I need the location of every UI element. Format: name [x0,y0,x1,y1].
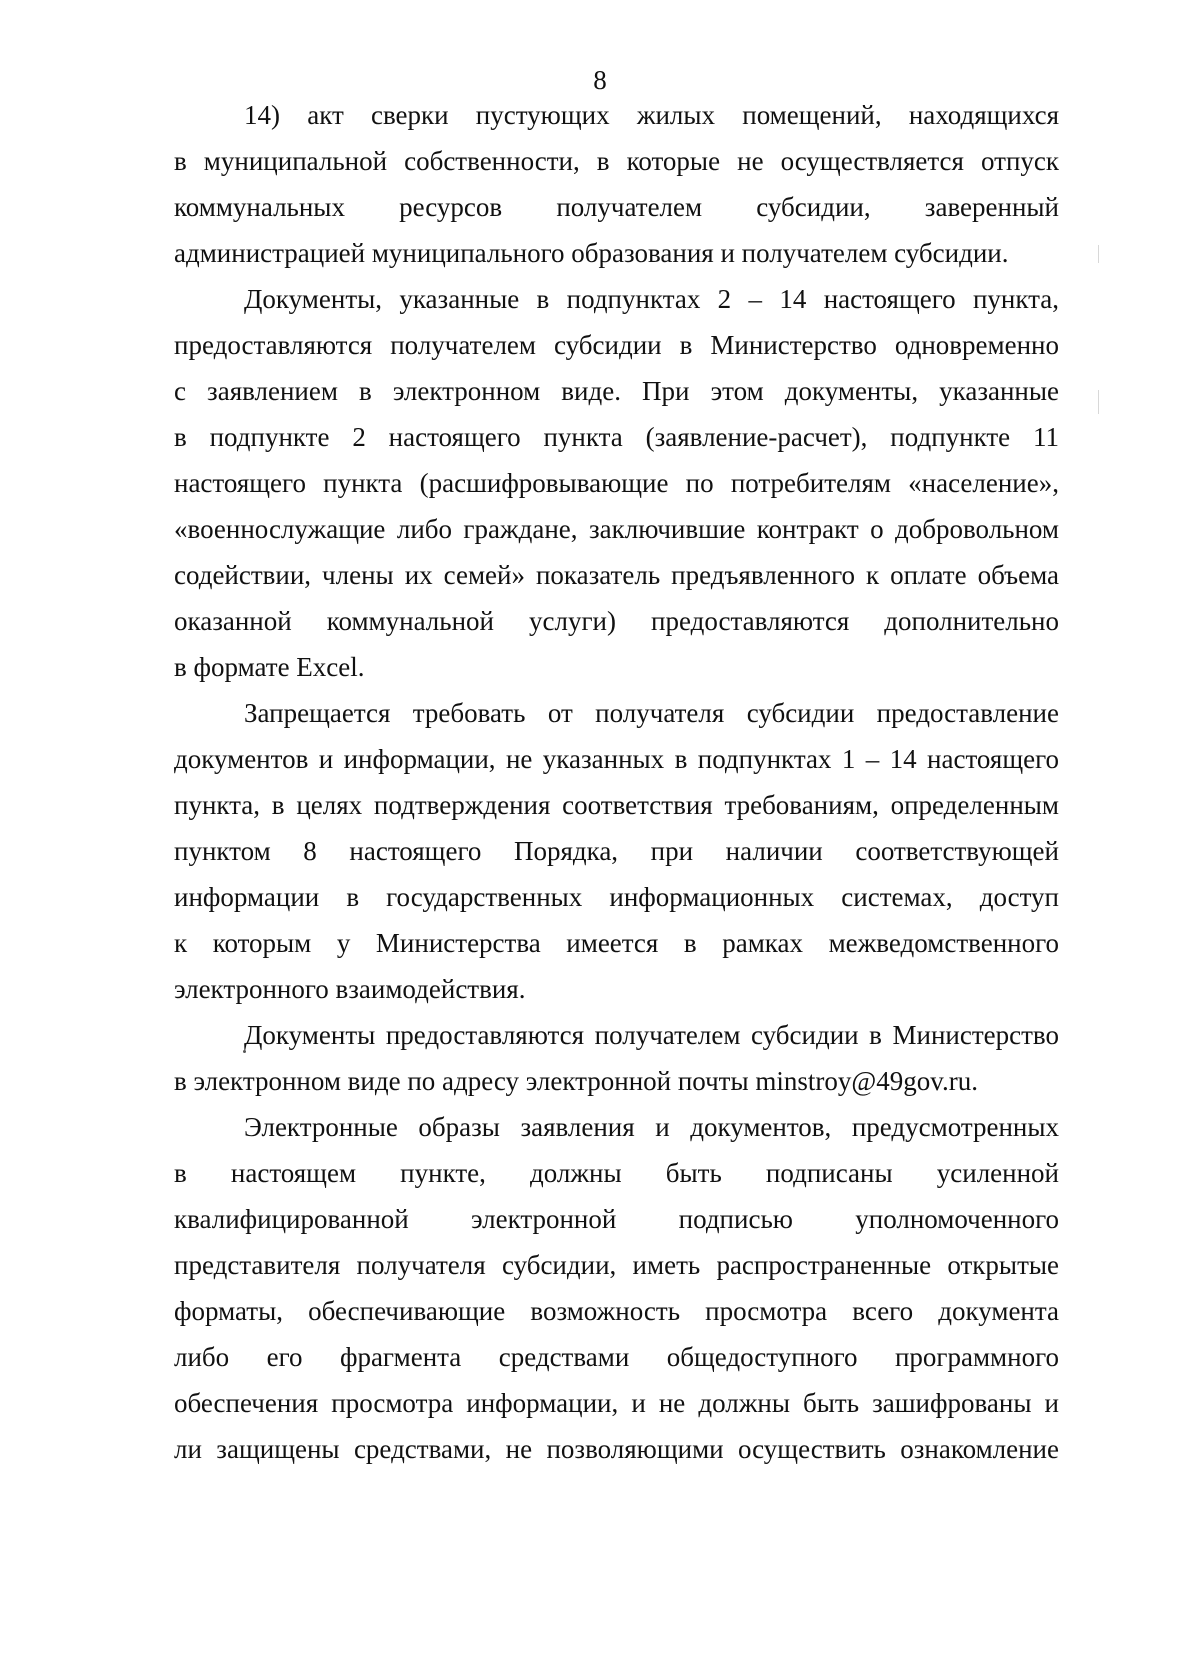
text-line: содействии, члены их семей» показатель предъявленного к оплате объема [174,560,1059,590]
text-line: пункта, в целях подтверждения соответствия требованиям, определенным [174,790,1059,820]
text-line: в формате Excel. [174,652,365,682]
text-line: Запрещается требовать от получателя субсидии предоставление [244,698,1059,728]
text-line: коммунальных ресурсов получателем субсидии, заверенный [174,192,1059,222]
text-line: оказанной коммунальной услуги) предоставляются дополнительно [174,606,1059,636]
text-line: в настоящем пункте, должны быть подписаны усиленной [174,1158,1059,1188]
text-line: администрацией муниципального образования и получателем субсидии. [174,238,1009,268]
text-line: в электронном виде по адресу электронной почты minstroy@49gov.ru. [174,1066,978,1096]
scan-edge-mark [1098,245,1099,263]
text-line: Электронные образы заявления и документов, предусмотренных [244,1112,1059,1142]
text-line: Документы, указанные в подпунктах 2 – 14 настоящего пункта, [244,284,1059,314]
scan-edge-mark [1098,390,1099,414]
text-line: в муниципальной собственности, в которые не осуществляется отпуск [174,146,1059,176]
text-line: электронного взаимодействия. [174,974,526,1004]
scan-speck [243,1050,246,1053]
text-line: квалифицированной электронной подписью уполномоченного [174,1204,1059,1234]
text-line: предоставляются получателем субсидии в Министерство одновременно [174,330,1059,360]
text-line: настоящего пункта (расшифровывающие по потребителям «население», [174,468,1059,498]
text-line: 14) акт сверки пустующих жилых помещений, находящихся [244,100,1059,130]
text-line: ли защищены средствами, не позволяющими осуществить ознакомление [174,1434,1059,1464]
text-line: обеспечения просмотра информации, и не должны быть зашифрованы и [174,1388,1059,1418]
text-line: представителя получателя субсидии, иметь распространенные открытые [174,1250,1059,1280]
text-line: документов и информации, не указанных в подпунктах 1 – 14 настоящего [174,744,1059,774]
text-line: пунктом 8 настоящего Порядка, при наличии соответствующей [174,836,1059,866]
text-line: в подпункте 2 настоящего пункта (заявление-расчет), подпункте 11 [174,422,1059,452]
text-line: либо его фрагмента средствами общедоступного программного [174,1342,1059,1372]
page-number: 8 [593,65,607,95]
text-line: «военнослужащие либо граждане, заключившие контракт о добровольном [174,514,1059,544]
text-line: информации в государственных информационных системах, доступ [174,882,1059,912]
text-line: форматы, обеспечивающие возможность просмотра всего документа [174,1296,1059,1326]
text-line: к которым у Министерства имеется в рамках межведомственного [174,928,1059,958]
text-line: Документы предоставляются получателем субсидии в Министерство [244,1020,1059,1050]
text-line: с заявлением в электронном виде. При этом документы, указанные [174,376,1059,406]
